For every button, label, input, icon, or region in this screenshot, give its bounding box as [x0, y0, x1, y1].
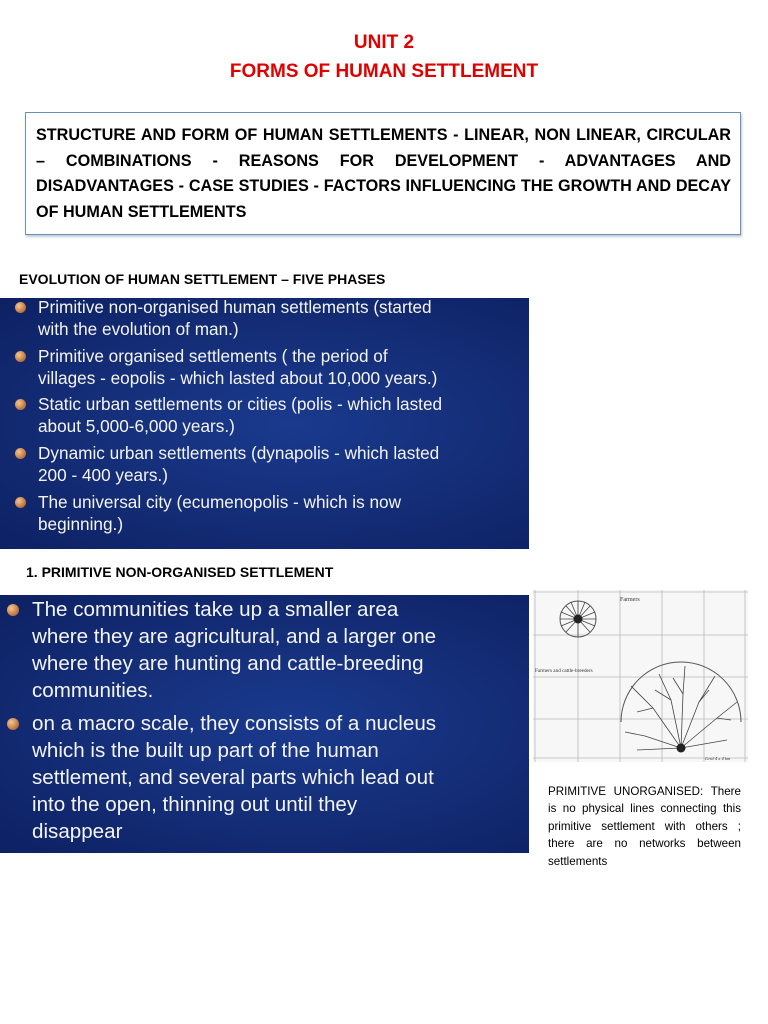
list-item: on a macro scale, they consists of a nucleus which is the built up part of the human settlement, and several parts which lead out into the open, thinning out until they disappear	[32, 710, 529, 845]
list-item: Primitive non-organised human settlements (started with the evolution of man.)	[38, 298, 529, 340]
list-item: The communities take up a smaller area where they are agricultural, and a larger one where they are hunting and cattle-breeding communities.	[32, 596, 529, 704]
bullet-icon	[7, 604, 19, 616]
evolution-heading: EVOLUTION OF HUMAN SETTLEMENT – FIVE PHASES	[19, 271, 386, 287]
diagram-label-mixed: Farmers and cattle-breeders	[535, 668, 593, 674]
diagram-label-farmers: Farmers	[620, 597, 640, 603]
list-item: Dynamic urban settlements (dynapolis - which lasted 200 - 400 years.)	[38, 442, 529, 486]
grid-lines	[533, 590, 748, 762]
phase1-slide-image	[0, 595, 529, 853]
bullet-icon	[15, 399, 26, 410]
farmers-settlement	[560, 601, 596, 637]
syllabus-text: STRUCTURE AND FORM OF HUMAN SETTLEMENTS - LINEAR, NON LINEAR, CIRCULAR – COMBINATIONS - REASONS FOR DEVELOPMENT - ADVANTAGES AND DISADVANTAGES - CASE STUDIES - FACTORS INFLUENCING THE GROWTH AND DECAY OF HUMAN SETTLEMENTS	[36, 126, 731, 221]
page-title: FORMS OF HUMAN SETTLEMENT	[229, 61, 539, 82]
syllabus-box	[25, 112, 741, 235]
diagram-label-grid: Grid 4 x 4 km	[705, 756, 731, 761]
settlement-diagram	[533, 590, 748, 762]
unit-title: UNIT 2	[353, 32, 415, 53]
list-item: Static urban settlements or cities (polis - which lasted about 5,000-6,000 years.)	[38, 393, 529, 437]
bullet-icon	[7, 718, 19, 730]
list-item: Primitive organised settlements ( the period of villages - eopolis - which lasted about 10,000 years.)	[38, 345, 529, 389]
bullet-icon	[15, 497, 26, 508]
diagram-caption: PRIMITIVE UNORGANISED: There is no physical lines connecting this primitive settlement with others ; there are no networks between settlements	[548, 785, 741, 868]
bullet-icon	[15, 351, 26, 362]
phases-slide-image	[0, 298, 529, 549]
list-item: The universal city (ecumenopolis - which is now beginning.)	[38, 491, 529, 535]
phase1-list	[32, 596, 529, 845]
bullet-icon	[15, 448, 26, 459]
phases-list	[38, 298, 529, 535]
bullet-icon	[15, 302, 26, 313]
mixed-settlement	[621, 662, 741, 753]
phase1-heading: 1. PRIMITIVE NON-ORGANISED SETTLEMENT	[26, 564, 334, 580]
